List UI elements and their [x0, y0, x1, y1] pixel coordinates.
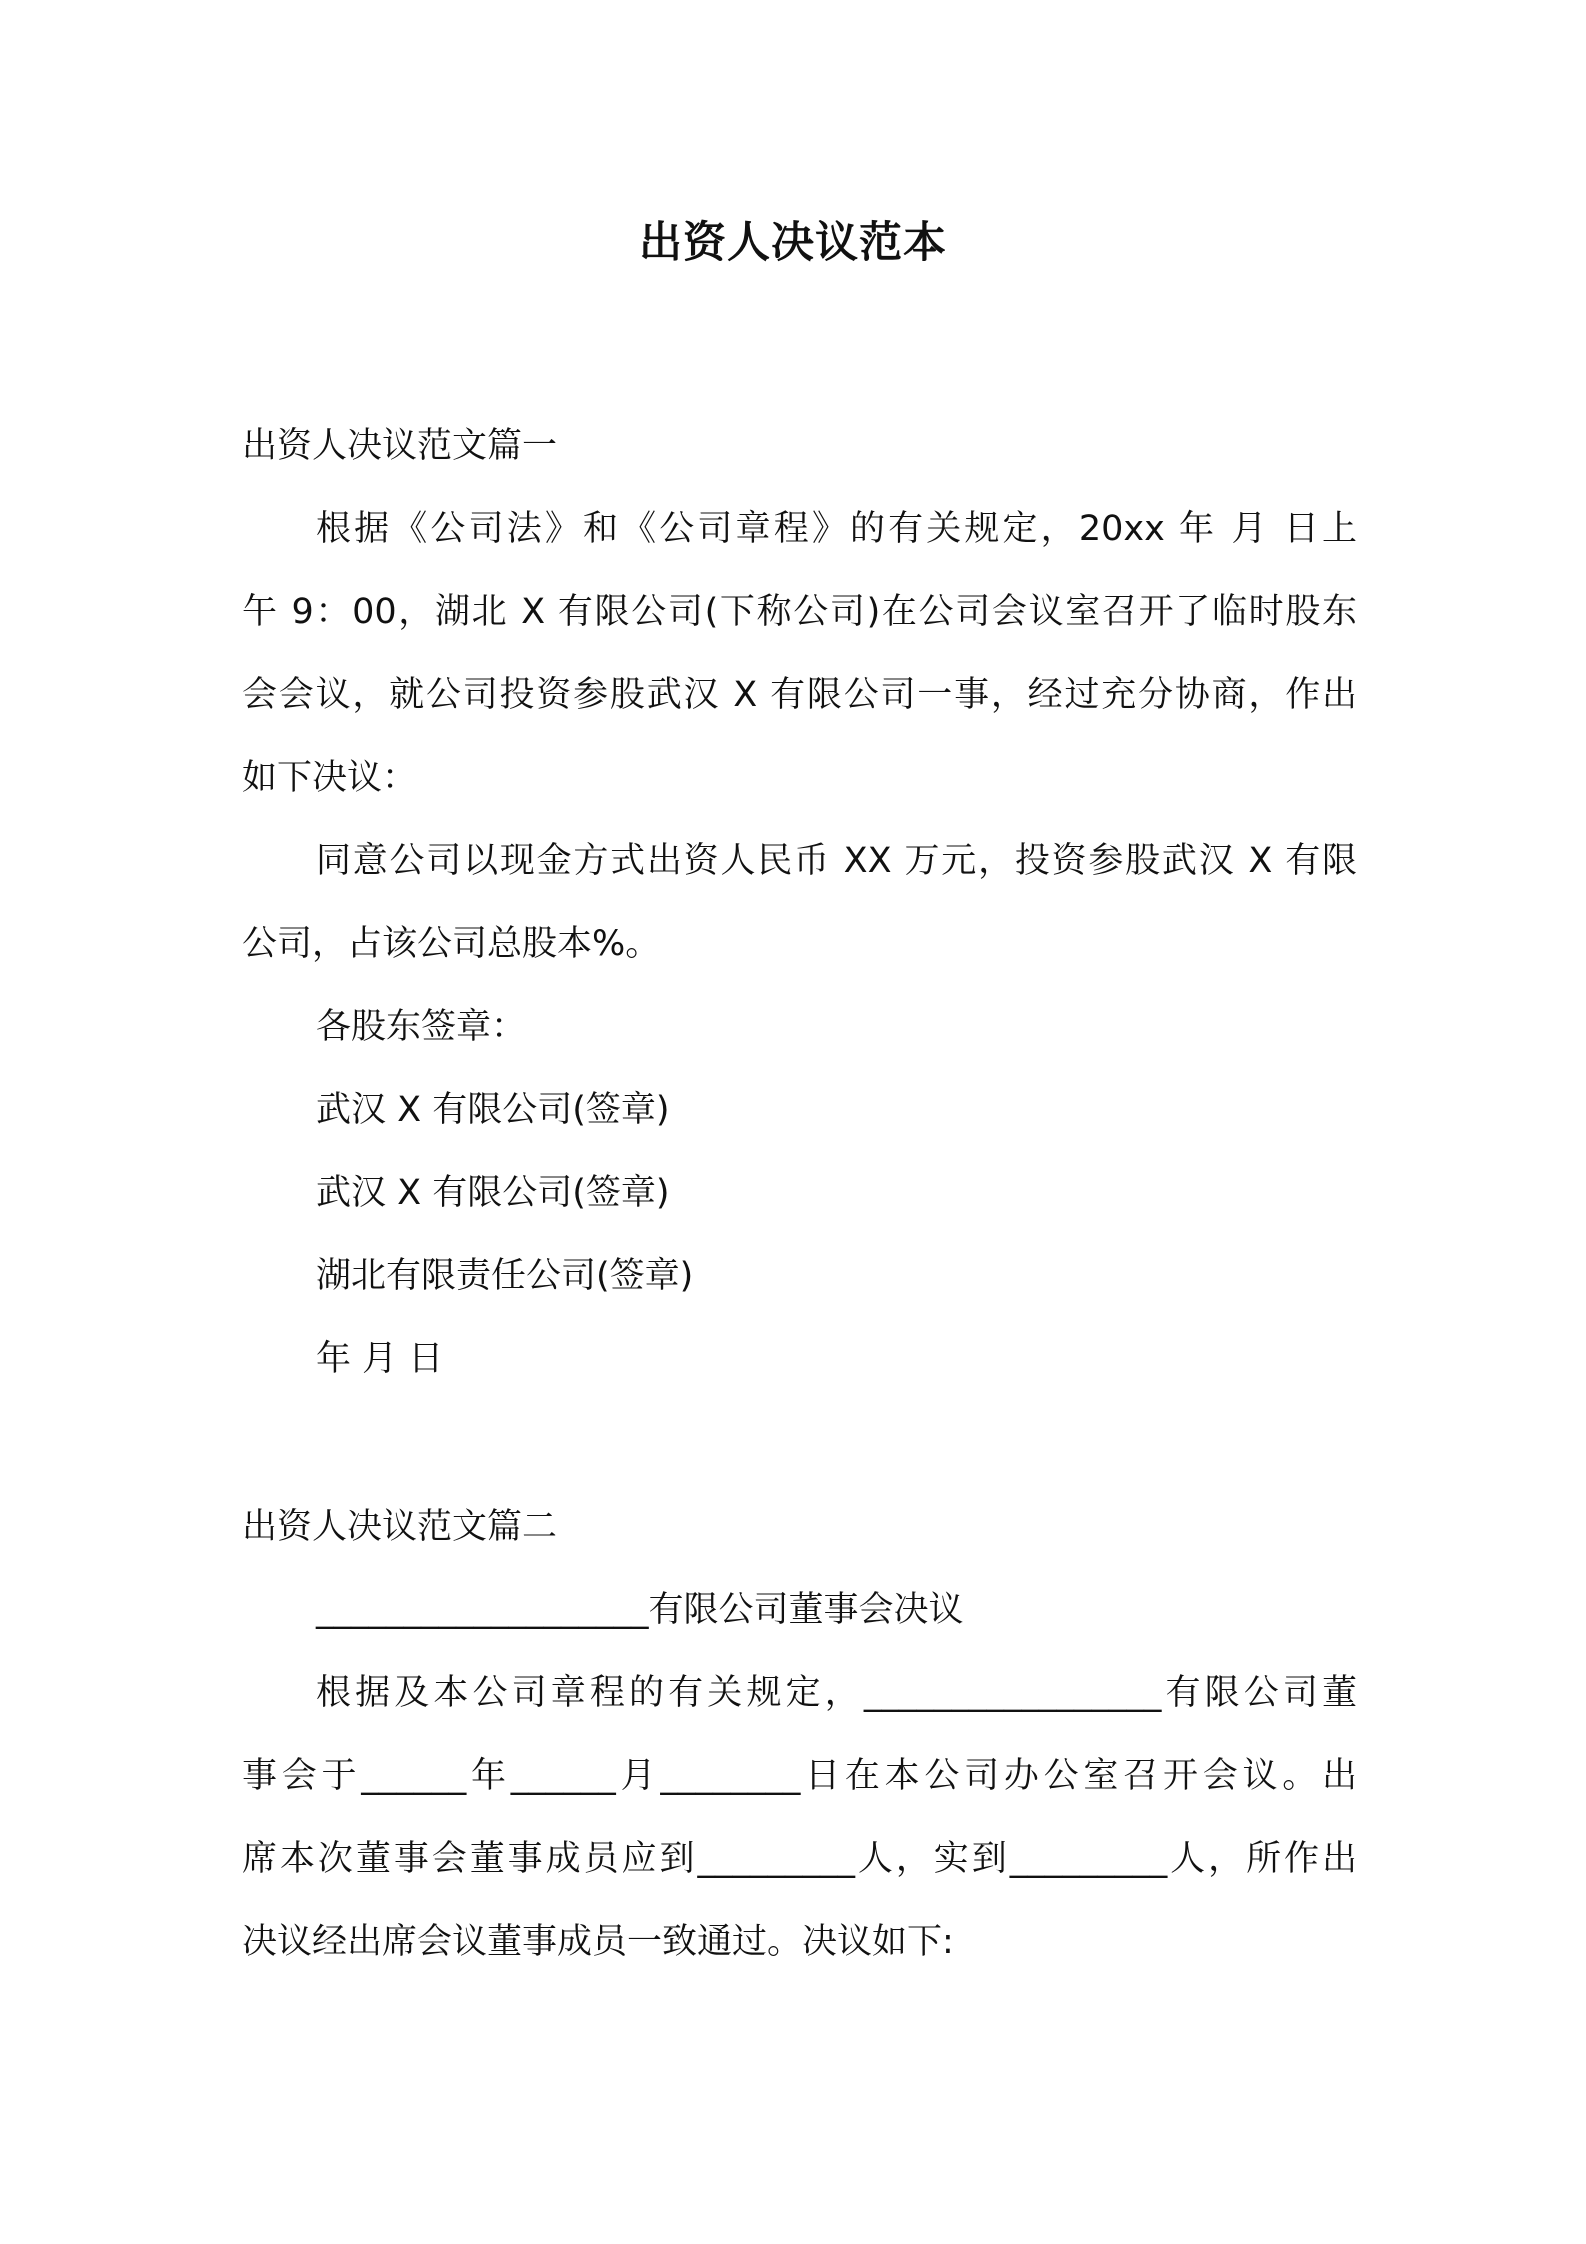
- paragraph: [242, 820, 1357, 986]
- paragraph-line: 同意公司以现金方式出资人民币 XX 万元，投资参股武汉 X 有限: [316, 841, 1357, 881]
- paragraph-line: 公司，占该公司总股本%。: [242, 924, 661, 964]
- signatory-line: 湖北有限责任公司(签章): [316, 1256, 694, 1296]
- paragraph-line: 席本次董事会董事成员应到_________人，实到_________人，所作出: [242, 1839, 1357, 1879]
- document-body: [242, 405, 1357, 1984]
- resolution-subtitle: ___________________有限公司董事会决议: [316, 1590, 964, 1630]
- section-heading: 出资人决议范文篇一: [242, 426, 558, 466]
- paragraph-line: 根据《公司法》和《公司章程》的有关规定，20xx 年 月 日上: [316, 509, 1357, 549]
- signature-label: 各股东签章：: [316, 1007, 527, 1047]
- paragraph-line: 事会于______年______月________日在本公司办公室召开会议。出: [242, 1756, 1357, 1796]
- signatory-line: 武汉 X 有限公司(签章): [316, 1090, 670, 1130]
- section-heading: 出资人决议范文篇二: [242, 1507, 558, 1547]
- paragraph-line: 根据及本公司章程的有关规定，_________________有限公司董: [316, 1673, 1357, 1713]
- signatory-line: 武汉 X 有限公司(签章): [316, 1173, 670, 1213]
- paragraph-line: 午 9：00，湖北 X 有限公司(下称公司)在公司会议室召开了临时股东: [242, 592, 1357, 632]
- paragraph-line: 会会议，就公司投资参股武汉 X 有限公司一事，经过充分协商，作出: [242, 675, 1357, 715]
- date-line: 年 月 日: [316, 1339, 444, 1379]
- section-spacer: [242, 1401, 1357, 1486]
- paragraph: [242, 488, 1357, 820]
- paragraph: [242, 1652, 1357, 1984]
- document-title: 出资人决议范本: [639, 218, 947, 268]
- paragraph-line: 决议经出席会议董事成员一致通过。决议如下:: [242, 1922, 954, 1962]
- paragraph-line: 如下决议：: [242, 758, 418, 798]
